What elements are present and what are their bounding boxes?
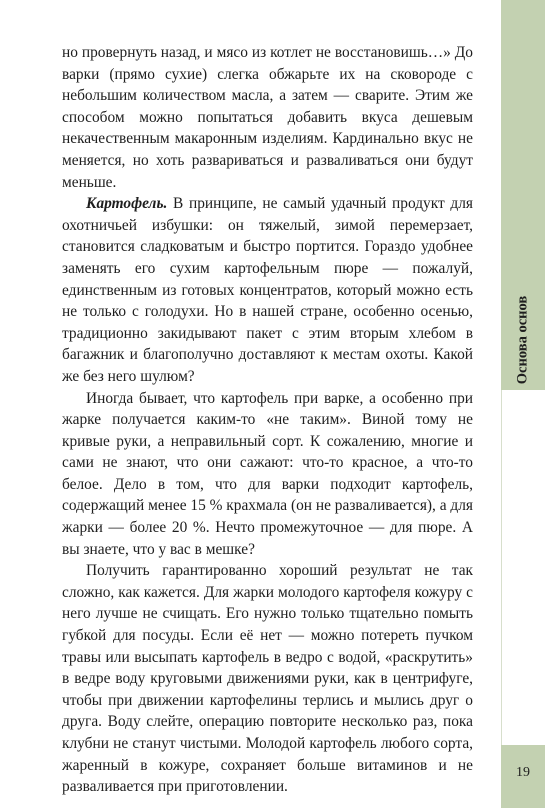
paragraph-1: но провернуть назад, и мясо из котлет не восстановишь…» До варки (прямо сухие) слегка обжарьте их на сковороде с небольшим количеством масла, а затем — сварите. Этим же способом можно попытаться добавить вкуса дешевым некачественным макаронным изделиям. Кардинально вкус не меняется, но хоть развариваться и разваливаться они будут меньше. <box>62 44 473 191</box>
section-title: Основа основ <box>514 295 531 385</box>
paragraph-4: Получить гарантированно хороший результат не так сложно, как кажется. Для жарки молодого картофеля кожуру с него лучше не счищать. Его нужно только тщательно помыть губкой для посуды. Если её нет — можно потереть пучком травы или высыпать картофель в ведро с водой, «раскрутить» в ведре воду круговыми движениями руки, как в центрифуге, чтобы при движении картофелины терлись и мылись друг о друга. Воду слейте, операцию повторите несколько раз, пока клубни не станут чистыми. Молодой картофель любого сорта, жаренный в кожуре, сохраняет больше витаминов и не разваливается при приготовлении. <box>62 562 473 796</box>
paragraph-potato-text: В принципе, не самый удачный продукт для охотничьей избушки: он тяжелый, зимой перемерзает, становится сладковатым и быстро портится. Гораздо удобнее заменять его сухим картофельным пюре — пожалуй, единственным из готовых концентратов, который можно есть не только с голодухи. Но в нашей стране, особенно осенью, традиционно закидывают пакет с этим вторым хлебом в багажник и благополучно доставляют к местам охоты. Какой же без него шулюм? <box>62 195 473 385</box>
margin-divider <box>501 390 545 745</box>
page-number-box <box>501 745 545 808</box>
paragraph-3: Иногда бывает, что картофель при варке, а особенно при жарке получается каким-то «не таким». Виной тому не кривые руки, а неправильный сорт. К сожалению, многие и сами не знают, что они сажают: что-то красное, а что-то белое. Дело в том, что для варки подходит картофель, содержащий менее 15 % крахмала (он не разваливается), а для жарки — более 20 %. Нечто промежуточное — для пюре. А вы знаете, что у вас в мешке? <box>62 389 473 558</box>
section-tab <box>501 0 545 390</box>
page-number: 19 <box>516 765 530 780</box>
paragraph-heading: Картофель. <box>86 195 168 213</box>
body-text <box>62 42 473 798</box>
paragraph-potato <box>62 193 473 387</box>
